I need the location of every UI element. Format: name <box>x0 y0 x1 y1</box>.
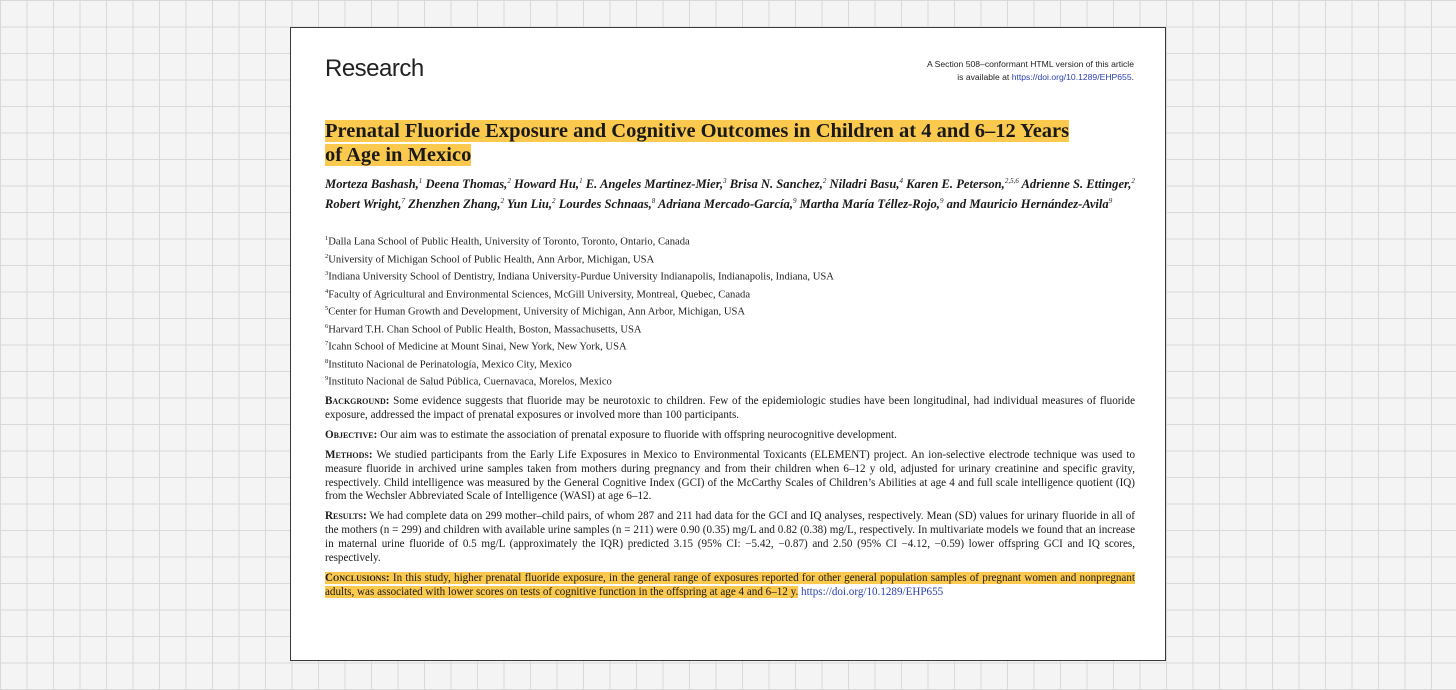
author-name: Zhenzhen Zhang, <box>408 197 501 212</box>
author-affiliation-marker: 4 <box>899 177 903 185</box>
affiliation-item <box>325 372 1145 390</box>
affiliation-text: Faculty of Agricultural and Environmental Sciences, McGill University, Montreal, Quebec, Canada <box>328 289 751 301</box>
affiliation-number: 5 <box>325 305 329 313</box>
abstract-conclusions <box>325 572 1135 600</box>
abstract-objective: Objective: Our aim was to estimate the association of prenatal exposure to fluoride with offspring neurocognitive development. <box>325 428 897 441</box>
affiliation-number: 9 <box>325 375 329 383</box>
affiliation-text: Instituto Nacional de Salud Pública, Cuernavaca, Morelos, Mexico <box>328 376 612 388</box>
affiliation-number: 6 <box>325 322 329 330</box>
affiliation-number: 1 <box>325 235 329 242</box>
affiliation-item <box>325 337 1145 355</box>
author-name: Adrienne S. Ettinger, <box>1021 177 1132 192</box>
author-affiliation-marker: 2 <box>500 197 505 206</box>
affiliation-number: 4 <box>325 287 329 295</box>
affiliation-item <box>325 320 1145 338</box>
affiliation-text: Indiana University School of Dentistry, Indiana University-Purdue University Indianapolis, Indianapolis, Indiana, USA <box>328 271 834 283</box>
conclusions-highlight: Conclusions: In this study, higher prenatal fluoride exposure, in the general range of exposures reported for other general population samples of pregnant women and nonpregnant adults, was associated with lower scores on tests of cognitive function in the offspring at age 4 and 6–12 y. <box>325 571 1135 598</box>
affiliation-item <box>325 267 1145 285</box>
author-affiliation-marker: 2 <box>552 197 556 206</box>
doi-link[interactable]: https://doi.org/10.1289/EHP655 <box>801 585 944 598</box>
affiliation-number: 2 <box>325 252 329 260</box>
html-version-link[interactable]: https://doi.org/10.1289/EHP655 <box>1011 72 1132 82</box>
author-name: Karen E. Peterson, <box>906 177 1005 192</box>
affiliation-text: Harvard T.H. Chan School of Public Health, Boston, Massachusetts, USA <box>328 324 642 336</box>
author-name: Robert Wright, <box>325 197 402 212</box>
author-name: Brisa N. Sanchez, <box>729 177 823 192</box>
title-highlight: Prenatal Fluoride Exposure and Cognitive Outcomes in Children at 4 and 6–12 Years of Age in Mexico <box>325 120 1070 166</box>
author-affiliation-marker: 1 <box>418 177 423 185</box>
journal-section-label: Research <box>325 55 424 82</box>
affiliation-item <box>325 355 1145 373</box>
note-line-1: A Section 508–conformant HTML version of this article <box>927 59 1134 69</box>
affiliation-item <box>325 232 1145 250</box>
author-affiliation-marker: 2,5,6 <box>1004 177 1019 185</box>
affiliation-number: 3 <box>325 270 329 278</box>
author-affiliation-marker: 2 <box>507 177 511 185</box>
abstract <box>325 395 1135 606</box>
affiliation-list <box>325 232 1145 390</box>
abstract-results: Results: We had complete data on 299 mother–child pairs, of whom 287 and 211 had data for the GCI and IQ analyses, respectively. Mean (SD) values for urinary fluoride in all of the mothers (n = 299) and children with available urine samples (n = 211) were 0.90 (0.35) mg/L and 0.82 (0.38) mg/L, respectively. In multivariate models we found that an increase in maternal urine fluoride of 0.5 mg/L (approximately the IQR) predicted 3.15 (95% CI: −5.42, −0.87) and 2.50 (95% CI −4.12, −0.59) lower offspring GCI and IQ scores, respectively. <box>325 510 1135 565</box>
abstract-methods: Methods: We studied participants from the Early Life Exposures in Mexico to Environmental Toxicants (ELEMENT) project. An ion-selective electrode technique was used to measure fluoride in archived urine samples taken from mothers during pregnancy and from their children when 6–12 y old, adjusted for urinary creatinine and specific gravity, respectively. Child intelligence was measured by the General Cognitive Index (GCI) of the McCarthy Scales of Children’s Abilities at age 4 and full scale intelligence quotient (IQ) from the Wechsler Abbreviated Scale of Intelligence (WASI) at age 6–12. <box>325 448 1136 503</box>
affiliation-item <box>325 250 1145 268</box>
author-affiliation-marker: 2 <box>1131 177 1135 185</box>
author-affiliation-marker: 1 <box>579 177 583 185</box>
author-name: Howard Hu, <box>513 177 580 192</box>
affiliation-text: University of Michigan School of Public Health, Ann Arbor, Michigan, USA <box>328 254 655 266</box>
affiliation-text: Center for Human Growth and Development, University of Michigan, Ann Arbor, Michigan, USA <box>328 306 746 318</box>
author-affiliation-marker: 9 <box>1108 197 1113 206</box>
author-affiliation-marker: 9 <box>793 197 797 206</box>
affiliation-number: 7 <box>325 340 329 348</box>
author-list <box>325 173 1145 213</box>
abstract-background: Background: Some evidence suggests that fluoride may be neurotoxic to children. Few of the epidemiologic studies have been longitudinal, had individual measures of fluoride exposure, addressed the impact of prenatal exposures or involved more than 100 participants. <box>325 395 1135 421</box>
author-affiliation-marker: 7 <box>401 197 406 206</box>
author-name: Deena Thomas, <box>425 177 508 192</box>
note-line-2: is available at https://doi.org/10.1289/EHP655. <box>957 72 1134 82</box>
author-name: Yun Liu, <box>506 197 553 212</box>
affiliation-number: 8 <box>325 357 329 365</box>
author-affiliation-marker: 2 <box>822 177 827 185</box>
author-affiliation-marker: 9 <box>939 197 944 206</box>
affiliation-item <box>325 285 1145 303</box>
html-version-note <box>927 58 1134 84</box>
author-name: and Mauricio Hernández-Avila <box>946 197 1109 212</box>
author-name: Morteza Bashash, <box>325 177 419 192</box>
affiliation-item <box>325 302 1145 320</box>
author-affiliation-marker: 3 <box>723 177 727 185</box>
author-name: Adriana Mercado-García, <box>657 197 793 212</box>
affiliation-text: Instituto Nacional de Perinatología, Mexico City, Mexico <box>328 359 572 371</box>
author-affiliation-marker: 8 <box>651 197 656 206</box>
article-page <box>290 27 1166 661</box>
article-title <box>325 119 1085 167</box>
author-name: Martha María Téllez-Rojo, <box>799 197 940 212</box>
author-name: E. Angeles Martinez-Mier, <box>585 177 724 192</box>
affiliation-text: Icahn School of Medicine at Mount Sinai, New York, New York, USA <box>328 341 627 353</box>
affiliation-text: Dalla Lana School of Public Health, University of Toronto, Toronto, Ontario, Canada <box>328 236 690 248</box>
author-name: Lourdes Schnaas, <box>558 197 652 212</box>
author-name: Niladri Basu, <box>829 177 900 192</box>
